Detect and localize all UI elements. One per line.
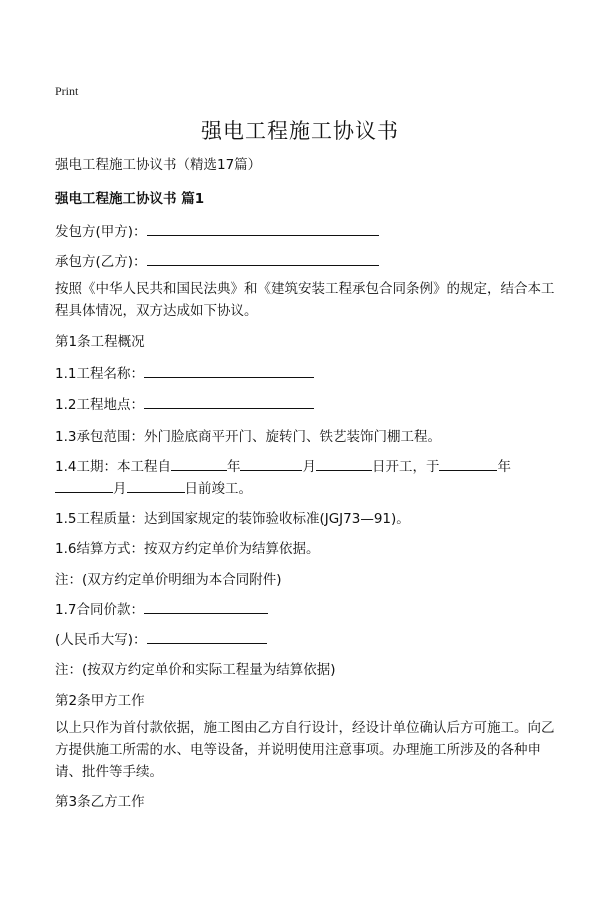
start-month-blank (240, 456, 302, 471)
print-label: Print (55, 84, 79, 98)
end-year-blank (439, 456, 497, 471)
article-2-paragraph: 以上只作为首付款依据，施工图由乙方自行设计，经设计单位确认后方可施工。向乙方提供施工所需的水、电等设备，并说明使用注意事项。办理施工所涉及的各种申请、批件等手续。 (55, 720, 555, 780)
page-title: 强电工程施工协议书 (201, 119, 399, 143)
party-a-line (55, 220, 379, 240)
year-label-2: 年 (497, 459, 511, 475)
contract-price-blank (144, 599, 268, 614)
end-label: 日前竣工。 (184, 481, 252, 497)
item-1-7-label: 1.7合同价款： (55, 602, 144, 618)
item-1-3: 1.3承包范围：外门脸底商平开门、旋转门、铁艺装饰门棚工程。 (55, 429, 441, 445)
item-1-6: 1.6结算方式：按双方约定单价为结算依据。 (55, 541, 320, 557)
item-1-4-label: 1.4工期：本工程自 (55, 459, 171, 475)
article-3-heading: 第3条乙方工作 (55, 794, 145, 810)
rmb-blank (147, 629, 267, 644)
section-heading: 强电工程施工协议书 篇1 (55, 191, 205, 207)
party-a-label: 发包方(甲方)： (55, 224, 147, 240)
intro-paragraph: 按照《中华人民共和国民法典》和《建筑安装工程承包合同条例》的规定，结合本工程具体情况，双方达成如下协议。 (55, 281, 555, 319)
item-1-2-line (55, 393, 314, 413)
article-1-heading: 第1条工程概况 (55, 334, 145, 350)
year-label: 年 (226, 459, 241, 475)
note-1: 注：(双方约定单价明细为本合同附件) (55, 572, 282, 588)
note-2: 注：(按双方约定单价和实际工程量为结算依据) (55, 662, 336, 678)
end-month-blank (55, 478, 113, 493)
end-day-blank (127, 478, 185, 493)
document-subtitle: 强电工程施工协议书（精选17篇） (55, 157, 262, 173)
start-day-blank (316, 456, 372, 471)
article-2-heading: 第2条甲方工作 (55, 693, 145, 709)
month-label: 月 (302, 459, 316, 475)
project-name-blank (144, 363, 314, 378)
party-b-label: 承包方(乙方)： (55, 254, 147, 270)
rmb-line (55, 628, 267, 648)
item-1-4-line2 (55, 477, 252, 497)
party-a-blank (147, 221, 379, 236)
project-location-blank (144, 394, 314, 409)
party-b-line (55, 250, 379, 270)
item-1-5: 1.5工程质量：达到国家规定的装饰验收标准(JGJ73—91)。 (55, 511, 410, 527)
item-1-1-line (55, 362, 314, 382)
item-1-1-label: 1.1工程名称： (55, 366, 144, 382)
item-1-7-line (55, 598, 268, 618)
party-b-blank (147, 251, 379, 266)
start-year-blank (171, 456, 227, 471)
month-label-2: 月 (113, 481, 127, 497)
rmb-label: (人民币大写)： (55, 632, 147, 648)
item-1-2-label: 1.2工程地点： (55, 397, 144, 413)
item-1-4-line1 (55, 455, 511, 475)
start-label: 日开工，于 (371, 459, 440, 475)
